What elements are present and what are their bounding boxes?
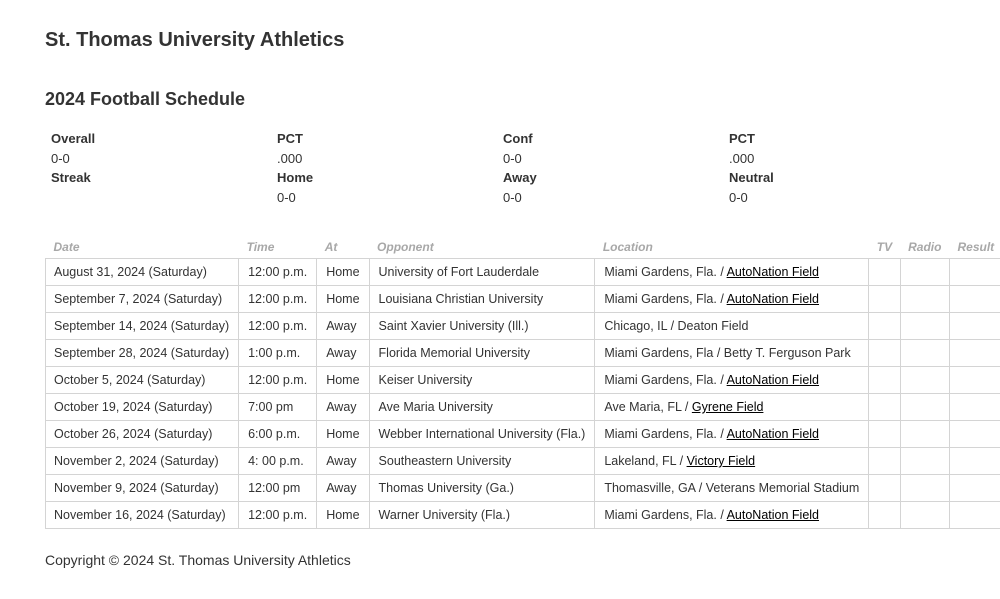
site-title: St. Thomas University Athletics <box>45 29 345 51</box>
opponent-cell: Ave Maria University <box>369 394 595 421</box>
table-row <box>46 475 1000 502</box>
game-at-cell: Away <box>317 340 369 367</box>
opponent-cell: Southeastern University <box>369 448 595 475</box>
location-cell <box>595 367 869 394</box>
opponent-cell: Thomas University (Ga.) <box>369 475 595 502</box>
record-row <box>51 168 955 188</box>
radio-cell <box>900 259 949 286</box>
opponent-cell: Warner University (Fla.) <box>369 502 595 529</box>
tv-cell <box>869 286 900 313</box>
result-cell <box>949 340 1000 367</box>
venue-link[interactable]: AutoNation Field <box>726 508 820 522</box>
overall-value: 0-0 <box>51 150 70 166</box>
pct-label: PCT <box>277 131 303 146</box>
game-at-cell: Away <box>317 475 369 502</box>
location-cell <box>595 421 869 448</box>
game-at-cell: Home <box>317 421 369 448</box>
result-cell <box>949 421 1000 448</box>
game-at-cell: Home <box>317 259 369 286</box>
game-date-cell: October 5, 2024 (Saturday) <box>46 367 239 394</box>
column-header-radio: Radio <box>908 240 942 254</box>
home-label: Home <box>277 170 314 185</box>
location-text: Miami Gardens, Fla / Betty T. Ferguson Park <box>604 346 851 360</box>
pct-value: .000 <box>277 150 303 166</box>
location-text: Miami Gardens, Fla. / <box>604 373 727 387</box>
tv-cell <box>869 313 900 340</box>
game-time-cell: 12:00 p.m. <box>239 259 317 286</box>
schedule-body <box>46 259 1000 529</box>
location-text: Miami Gardens, Fla. / <box>604 292 727 306</box>
streak-value <box>51 188 277 208</box>
venue-link[interactable]: Gyrene Field <box>691 400 764 414</box>
game-date-cell: September 7, 2024 (Saturday) <box>46 286 239 313</box>
location-cell <box>595 475 869 502</box>
opponent-cell: Webber International University (Fla.) <box>369 421 595 448</box>
location-text: Chicago, IL / Deaton Field <box>604 319 749 333</box>
result-cell <box>949 367 1000 394</box>
location-text: Miami Gardens, Fla. / <box>604 265 727 279</box>
game-date-cell: September 14, 2024 (Saturday) <box>46 313 239 340</box>
record-row <box>51 188 955 208</box>
game-time-cell: 1:00 p.m. <box>239 340 317 367</box>
tv-cell <box>869 367 900 394</box>
record-summary <box>51 129 955 207</box>
location-text: Thomasville, GA / Veterans Memorial Stadium <box>604 481 860 495</box>
streak-label: Streak <box>51 170 91 185</box>
location-text: Miami Gardens, Fla. / <box>604 427 727 441</box>
column-header-time: Time <box>246 240 275 254</box>
table-row <box>46 313 1000 340</box>
game-date-cell: November 2, 2024 (Saturday) <box>46 448 239 475</box>
schedule-table <box>45 236 1000 529</box>
game-time-cell: 12:00 p.m. <box>239 313 317 340</box>
game-at-cell: Away <box>317 313 369 340</box>
table-row <box>46 448 1000 475</box>
table-row <box>46 502 1000 529</box>
copyright-footer: Copyright © 2024 St. Thomas University Athletics <box>45 552 351 568</box>
game-date-cell: September 28, 2024 (Saturday) <box>46 340 239 367</box>
radio-cell <box>900 367 949 394</box>
table-row <box>46 367 1000 394</box>
opponent-cell: Louisiana Christian University <box>369 286 595 313</box>
conf-label: Conf <box>503 131 533 146</box>
radio-cell <box>900 286 949 313</box>
neutral-label: Neutral <box>729 170 774 185</box>
result-cell <box>949 448 1000 475</box>
venue-link[interactable]: AutoNation Field <box>726 292 820 306</box>
overall-label: Overall <box>51 131 96 146</box>
table-row <box>46 340 1000 367</box>
venue-link[interactable]: Victory Field <box>686 454 756 468</box>
game-date-cell: October 19, 2024 (Saturday) <box>46 394 239 421</box>
column-header-location: Location <box>602 240 653 254</box>
tv-cell <box>869 502 900 529</box>
game-at-cell: Home <box>317 502 369 529</box>
tv-cell <box>869 448 900 475</box>
location-cell <box>595 394 869 421</box>
venue-link[interactable]: AutoNation Field <box>726 373 820 387</box>
tv-cell <box>869 394 900 421</box>
location-text: Ave Maria, FL / <box>604 400 692 414</box>
result-cell <box>949 259 1000 286</box>
result-cell <box>949 394 1000 421</box>
home-value: 0-0 <box>277 189 296 205</box>
conf-pct-value: .000 <box>729 150 755 166</box>
record-row <box>51 149 955 169</box>
game-at-cell: Away <box>317 394 369 421</box>
game-time-cell: 4: 00 p.m. <box>239 448 317 475</box>
column-header-result: Result <box>957 240 995 254</box>
location-cell <box>595 502 869 529</box>
game-at-cell: Home <box>317 367 369 394</box>
radio-cell <box>900 502 949 529</box>
column-header-tv: TV <box>876 240 893 254</box>
result-cell <box>949 286 1000 313</box>
away-value: 0-0 <box>503 189 522 205</box>
location-cell <box>595 286 869 313</box>
column-header-opponent: Opponent <box>377 240 434 254</box>
tv-cell <box>869 259 900 286</box>
game-date-cell: August 31, 2024 (Saturday) <box>46 259 239 286</box>
game-time-cell: 6:00 p.m. <box>239 421 317 448</box>
radio-cell <box>900 340 949 367</box>
conf-value: 0-0 <box>503 150 522 166</box>
result-cell <box>949 313 1000 340</box>
table-row <box>46 259 1000 286</box>
game-at-cell: Home <box>317 286 369 313</box>
radio-cell <box>900 475 949 502</box>
column-header-at: At <box>324 240 338 254</box>
location-cell <box>595 313 869 340</box>
game-date-cell: October 26, 2024 (Saturday) <box>46 421 239 448</box>
location-cell <box>595 448 869 475</box>
game-time-cell: 12:00 pm <box>239 475 317 502</box>
result-cell <box>949 502 1000 529</box>
opponent-cell: Florida Memorial University <box>369 340 595 367</box>
game-at-cell: Away <box>317 448 369 475</box>
opponent-cell: University of Fort Lauderdale <box>369 259 595 286</box>
tv-cell <box>869 421 900 448</box>
table-row <box>46 421 1000 448</box>
location-text: Lakeland, FL / <box>604 454 687 468</box>
location-cell <box>595 340 869 367</box>
game-date-cell: November 9, 2024 (Saturday) <box>46 475 239 502</box>
opponent-cell: Keiser University <box>369 367 595 394</box>
page-title: 2024 Football Schedule <box>45 89 246 109</box>
radio-cell <box>900 448 949 475</box>
result-cell <box>949 475 1000 502</box>
game-time-cell: 7:00 pm <box>239 394 317 421</box>
game-date-cell: November 16, 2024 (Saturday) <box>46 502 239 529</box>
record-row <box>51 129 955 149</box>
tv-cell <box>869 340 900 367</box>
radio-cell <box>900 394 949 421</box>
game-time-cell: 12:00 p.m. <box>239 502 317 529</box>
radio-cell <box>900 421 949 448</box>
location-cell <box>595 259 869 286</box>
venue-link[interactable]: AutoNation Field <box>726 265 820 279</box>
table-row <box>46 394 1000 421</box>
table-row <box>46 286 1000 313</box>
away-label: Away <box>503 170 537 185</box>
game-time-cell: 12:00 p.m. <box>239 286 317 313</box>
location-text: Miami Gardens, Fla. / <box>604 508 727 522</box>
schedule-header-row <box>46 236 1000 259</box>
column-header-date: Date <box>53 240 80 254</box>
game-time-cell: 12:00 p.m. <box>239 367 317 394</box>
venue-link[interactable]: AutoNation Field <box>726 427 820 441</box>
conf-pct-label: PCT <box>729 131 755 146</box>
neutral-value: 0-0 <box>729 189 748 205</box>
radio-cell <box>900 313 949 340</box>
tv-cell <box>869 475 900 502</box>
opponent-cell: Saint Xavier University (Ill.) <box>369 313 595 340</box>
